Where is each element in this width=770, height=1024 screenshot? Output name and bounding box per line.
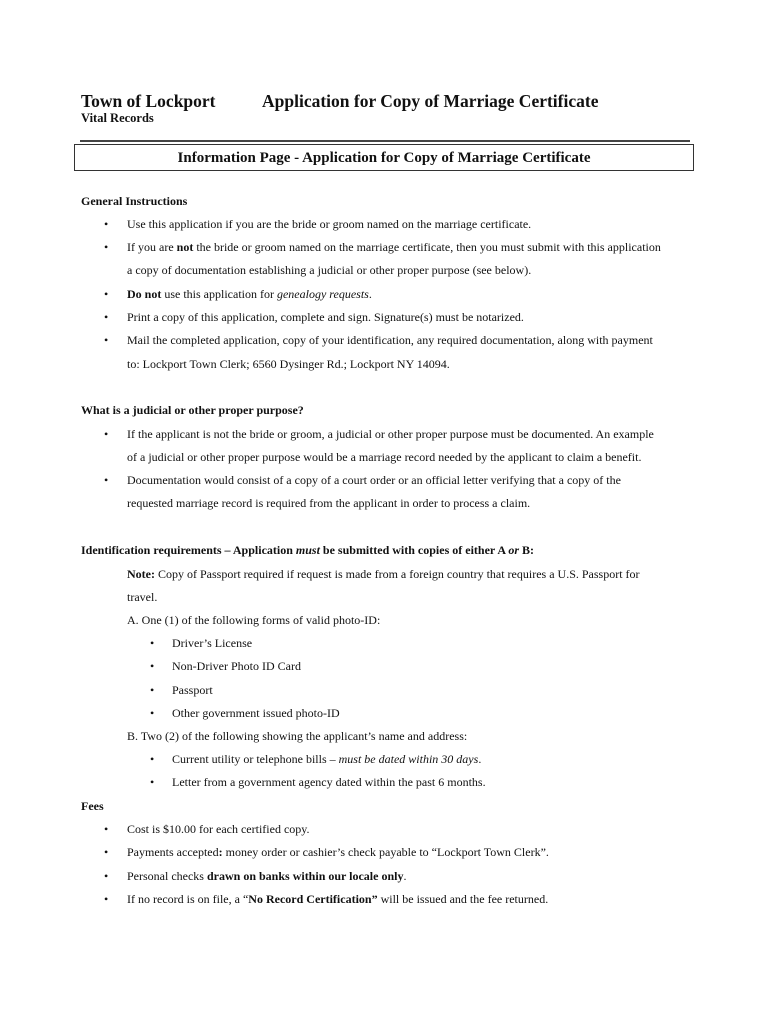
text: use this application for bbox=[161, 287, 277, 301]
text-italic: or bbox=[508, 543, 520, 557]
list-item: Current utility or telephone bills – must be dated within 30 days. bbox=[172, 752, 482, 766]
list-item-continuation: to: Lockport Town Clerk; 6560 Dysinger Rd.; Lockport NY 14094. bbox=[127, 357, 450, 371]
text: Identification requirements – Application bbox=[81, 543, 296, 557]
text: the bride or groom named on the marriage certificate, then you must submit with this application bbox=[193, 240, 661, 254]
list-item-continuation: requested marriage record is required from the applicant in order to process a claim. bbox=[127, 496, 531, 510]
bullet-icon: • bbox=[104, 240, 109, 254]
bullet-icon: • bbox=[150, 659, 155, 673]
bullet-icon: • bbox=[104, 822, 109, 836]
text: B: bbox=[519, 543, 535, 557]
bullet-icon: • bbox=[150, 706, 155, 720]
list-item-continuation: of a judicial or other proper purpose would be a marriage record needed by the applicant to claim a benefit. bbox=[127, 450, 642, 464]
bullet-icon: • bbox=[104, 869, 109, 883]
note-label: Note: bbox=[127, 567, 155, 581]
text: Payments accepted bbox=[127, 845, 219, 859]
text-italic: genealogy requests bbox=[276, 287, 369, 301]
text: . bbox=[368, 287, 372, 301]
text-italic: must be dated within 30 days bbox=[338, 752, 479, 766]
list-item: Other government issued photo-ID bbox=[172, 706, 340, 720]
section-heading-fees: Fees bbox=[81, 799, 104, 813]
list-item bbox=[127, 286, 372, 302]
town-name: Town of Lockport bbox=[81, 91, 216, 111]
list-item: Letter from a government agency dated within the past 6 months. bbox=[172, 775, 486, 789]
list-item: Documentation would consist of a copy of a court order or an official letter verifying that a copy of the bbox=[127, 473, 621, 487]
option-a: A. One (1) of the following forms of valid photo-ID: bbox=[127, 613, 381, 627]
text-italic: must bbox=[295, 543, 320, 557]
department-name: Vital Records bbox=[81, 111, 154, 125]
text: Personal checks bbox=[127, 869, 207, 883]
list-item: If the applicant is not the bride or groom, a judicial or other proper purpose must be documented. An example bbox=[127, 427, 654, 441]
info-title-box bbox=[74, 144, 694, 171]
list-item bbox=[127, 239, 661, 255]
list-item bbox=[127, 891, 548, 907]
bullet-icon: • bbox=[150, 775, 155, 789]
text: be submitted with copies of either A bbox=[319, 543, 509, 557]
bullet-icon: • bbox=[104, 845, 109, 859]
bullet-icon: • bbox=[150, 683, 155, 697]
list-item bbox=[127, 844, 549, 860]
bullet-icon: • bbox=[104, 287, 109, 301]
info-page-title: Information Page - Application for Copy of Marriage Certificate bbox=[177, 150, 591, 166]
text: If no record is on file, a “ bbox=[127, 892, 249, 906]
note-continuation: travel. bbox=[127, 590, 158, 604]
list-item: Mail the completed application, copy of your identification, any required documentation, along with payment bbox=[127, 333, 653, 347]
text: If you are bbox=[127, 240, 177, 254]
note bbox=[127, 566, 640, 582]
list-item-continuation: a copy of documentation establishing a judicial or other proper purpose (see below). bbox=[127, 263, 532, 277]
text: Copy of Passport required if request is made from a foreign country that requires a U.S. Passport for bbox=[154, 567, 640, 581]
text: money order or cashier’s check payable to “Lockport Town Clerk”. bbox=[222, 845, 549, 859]
text: will be issued and the fee returned. bbox=[377, 892, 549, 906]
list-item: Non-Driver Photo ID Card bbox=[172, 659, 301, 673]
list-item: Passport bbox=[172, 683, 213, 697]
list-item: Use this application if you are the bride or groom named on the marriage certificate. bbox=[127, 217, 532, 231]
list-item: Personal checks drawn on banks within our locale only. bbox=[127, 869, 407, 883]
section-heading-identification bbox=[81, 542, 534, 558]
bullet-icon: • bbox=[104, 310, 109, 324]
list-item: Print a copy of this application, complete and sign. Signature(s) must be notarized. bbox=[127, 310, 524, 324]
bullet-icon: • bbox=[104, 473, 109, 487]
bullet-icon: • bbox=[104, 333, 109, 347]
bullet-icon: • bbox=[104, 427, 109, 441]
bullet-icon: • bbox=[104, 892, 109, 906]
text-bold: No Record Certification” bbox=[248, 892, 378, 906]
document-title: Application for Copy of Marriage Certificate bbox=[262, 91, 599, 111]
section-heading-purpose: What is a judicial or other proper purpose? bbox=[81, 403, 304, 417]
text-bold: drawn on banks within our locale only bbox=[206, 869, 404, 883]
text-bold: not bbox=[176, 240, 194, 254]
header-divider bbox=[80, 140, 690, 142]
text: Current utility or telephone bills – bbox=[172, 752, 339, 766]
section-heading-general: General Instructions bbox=[81, 194, 188, 208]
list-item: Driver’s License bbox=[172, 636, 253, 650]
bullet-icon: • bbox=[150, 752, 155, 766]
text-bold: Do not bbox=[127, 287, 162, 301]
bullet-icon: • bbox=[150, 636, 155, 650]
list-item: Cost is $10.00 for each certified copy. bbox=[127, 822, 310, 836]
bullet-icon: • bbox=[104, 217, 109, 231]
text-bold: : bbox=[218, 845, 223, 859]
option-b: B. Two (2) of the following showing the applicant’s name and address: bbox=[127, 729, 468, 743]
